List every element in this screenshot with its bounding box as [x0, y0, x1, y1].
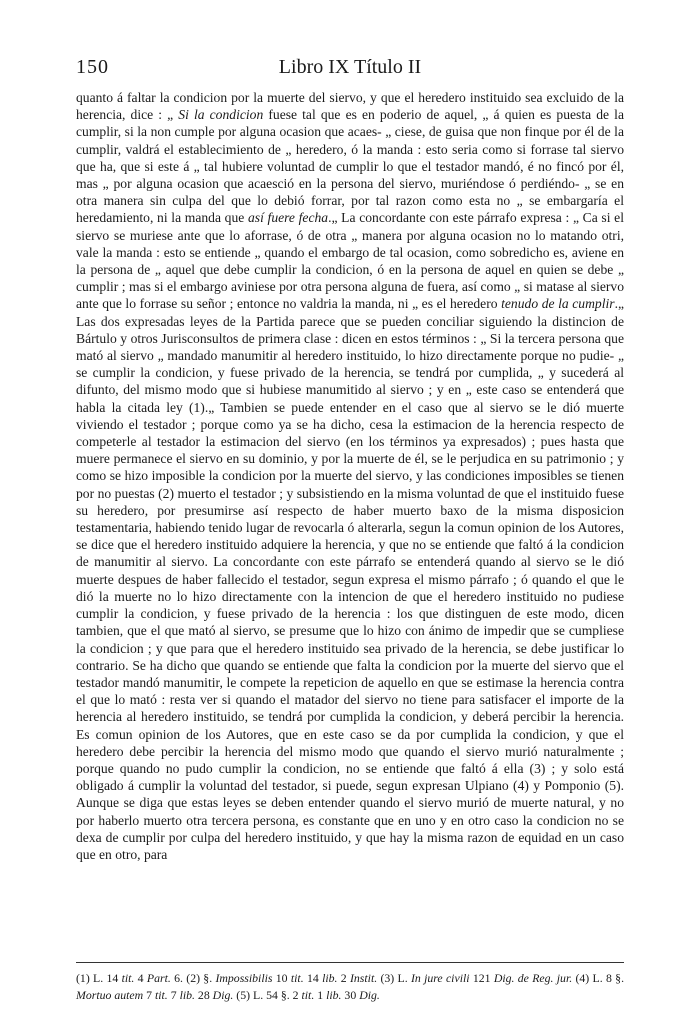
- body-text-run: Si la condicion: [178, 107, 264, 123]
- footnote-run: (5) L. 54 §. 2: [233, 988, 302, 1002]
- page-header: [76, 56, 624, 86]
- page-number: 150: [76, 56, 109, 78]
- footnote-run: lib.: [326, 988, 342, 1002]
- footnote-run: 121: [469, 971, 494, 985]
- footnote-rule: [76, 962, 624, 963]
- footnotes: [76, 970, 624, 1004]
- footnote-run: lib.: [179, 988, 195, 1002]
- footnote-run: 28: [194, 988, 213, 1002]
- footnote-run: 2: [337, 971, 350, 985]
- footnote-run: 1: [314, 988, 327, 1002]
- footnote-run: lib.: [322, 971, 338, 985]
- body-text: [76, 89, 624, 863]
- footnote-run: Dig.: [212, 988, 234, 1002]
- footnote-run: tit.: [290, 971, 304, 985]
- footnote-run: tit.: [154, 988, 168, 1002]
- footnote-run: (3) L.: [377, 971, 411, 985]
- footnote-run: Dig. de Reg. jur.: [493, 971, 573, 985]
- footnote-run: 14: [303, 971, 323, 985]
- footnote-run: In jure civili: [410, 971, 470, 985]
- footnote-run: (4) L. 8 §.: [572, 971, 625, 985]
- footnote-run: 4: [134, 971, 147, 985]
- footnote-run: tit.: [121, 971, 135, 985]
- footnote-run: Dig.: [359, 988, 380, 1002]
- footnote-run: tit.: [301, 988, 315, 1002]
- footnote-run: 7: [167, 988, 180, 1002]
- footnote-run: Mortuo autem: [76, 988, 144, 1002]
- body-text-run: .„ Las dos expresadas leyes de la Partida parece que se pueden conciliar siguiendo la distincion de Bártulo y otros Jurisconsultos de primera clase : dicen en estos términos : „ Si la tercera persona que mató al siervo „ mandado manumitir al heredero instituido, lo hizo directamente porque no pudie- „ se cumplir la condicion, y fuese privado de la herencia, se tendrá por cumplida, „ y sucederá al difunto, del mismo modo que si hubiese manumitido al siervo ; y en „ este caso se entenderá que habla la citada ley (1).„ Tambien se puede entender en el caso que al siervo se le dió muerte viviendo el testador ; porque como ya se ha dicho, cesa la estimacion de la herencia respecto de competerle al testador la estimacion del siervo (en los términos ya expresados) ; pues hasta que muere permanece el siervo en su dominio, y por la muerte de él, se le perjudica en su patrimonio ; y como se hizo imposible la condicion por la muerte del siervo, y las condiciones imposibles se tienen por no puestas (2) muerto el testador ; y subsistiendo en la misma voluntad de que el instituido fuese su heredero, por presumirse así respecto de haber muerto baxo de la misma disposicion testamentaria, habiendo tenido lugar de revocarla ó alterarla, segun la comun opinion de los Autores, se dice que el heredero instituido adquiere la herencia, y que no se entiende que faltó á la condicion de manumitir al siervo. La concordante con este párrafo se entenderá quando al siervo se le dió muerte despues de haber fallecido el testador, segun expresa el mismo párrafo ; ó quando el que le dió la muerte no lo hizo directamente con la intencion de que el heredero instituido no pudiese cumplir la condicion, y fuese privado de la herencia : los que distinguen de este modo, dicen tambien, que el que mató al siervo, se presume que lo hizo con ánimo de impedir que se cumpliese la condicion ; y que para que el heredero instituido sea privado de la herencia, se debe justificar lo contrario. Se ha dicho que quando se entiende que falta la condicion por la muerte del siervo que el testador mandó manumitir, le compete la repeticion de aquello en que se estimase la herencia contra el que lo mató : resta ver si quando el matador del siervo no tiene para satisfacer el importe de la herencia al heredero instituido, se tendrá por cumplida la condicion, y deberá percibir la herencia. Es comun opinion de los Autores, que en este caso se da por cumplida la condicion, y que el heredero debe percibir la herencia del mismo modo que quando el siervo murió naturalmente ; porque quando no pudo cumplir la condicion, no se entiende que faltó á ella (3) ; y solo está obligado á cumplir la voluntad del testador, si puede, segun expresan Ulpiano (4) y Pomponio (5). Aunque se diga que estas leyes se deben entender quando el siervo murió de muerte natural, y no por haberlo muerto otra tercera persona, es constante que en uno y en otro caso la condicion no se dexa de cumplir por culpa del heredero instituido, y que hay la misma razon de equidad en un caso que en otro, para: [76, 296, 624, 862]
- body-text-run: así fuere fecha: [248, 210, 329, 226]
- footnote-run: 30: [341, 988, 360, 1002]
- footnote-run: 6. (2) §.: [170, 971, 216, 985]
- footnote-run: (1) L. 14: [76, 971, 122, 985]
- body-text-run: .„ La concordante con este párrafo expresa : „ Ca si el siervo se muriese ante que lo aforrase, ó de otra „ manera por alguna ocasion no lo matando otri, vale la manda : esto se entiende „ quando el embargo de tal ocasion, como sobredicho es, aviene en la persona de „ aquel que debe cumplir la condicion, ó en la persona de aquel en quien se debe „ cumplir ; mas si el embargo aviniese por otra persona alguna de fuera, así como „ si matase al siervo ante que lo forrase su señor ; entonce no valdria la manda, ni „ es el heredero: [76, 210, 624, 312]
- body-text-run: fuese tal que es en poderio de aquel, „ á quien es puesta de la cumplir, si la non cumple por alguna ocasion que acaes- „ ciese, de guisa que non finque por él de la cumplir, valdrá el establecimiento de „ heredero, ó la manda : esto seria como si forrase tal siervo que ha, que si este á „ tal hubiere voluntad de cumplir lo que el testador mandó, é no fincó por él, mas „ por alguna ocasion que acaesció en la persona del siervo, muriéndose ó perdiéndo- „ se en otra manera sin culpa del que lo debió forrar, por tal razon como esta no „ se embargaría el heredamiento, ni la manda que: [76, 107, 624, 226]
- footnote-run: 10: [272, 971, 291, 985]
- running-head: Libro IX Título II: [278, 56, 422, 78]
- footnote-run: Part.: [146, 971, 171, 985]
- footnote-run: Impossibilis: [215, 971, 273, 985]
- body-text-run: quanto á faltar la condicion por la muerte del siervo, y que el heredero instituido sea excluido de la herencia, dice : „: [76, 90, 624, 123]
- footnote-run: 7: [143, 988, 155, 1002]
- footnote-run: Instit.: [349, 971, 378, 985]
- body-text-run: tenudo de la cumplir: [501, 296, 615, 312]
